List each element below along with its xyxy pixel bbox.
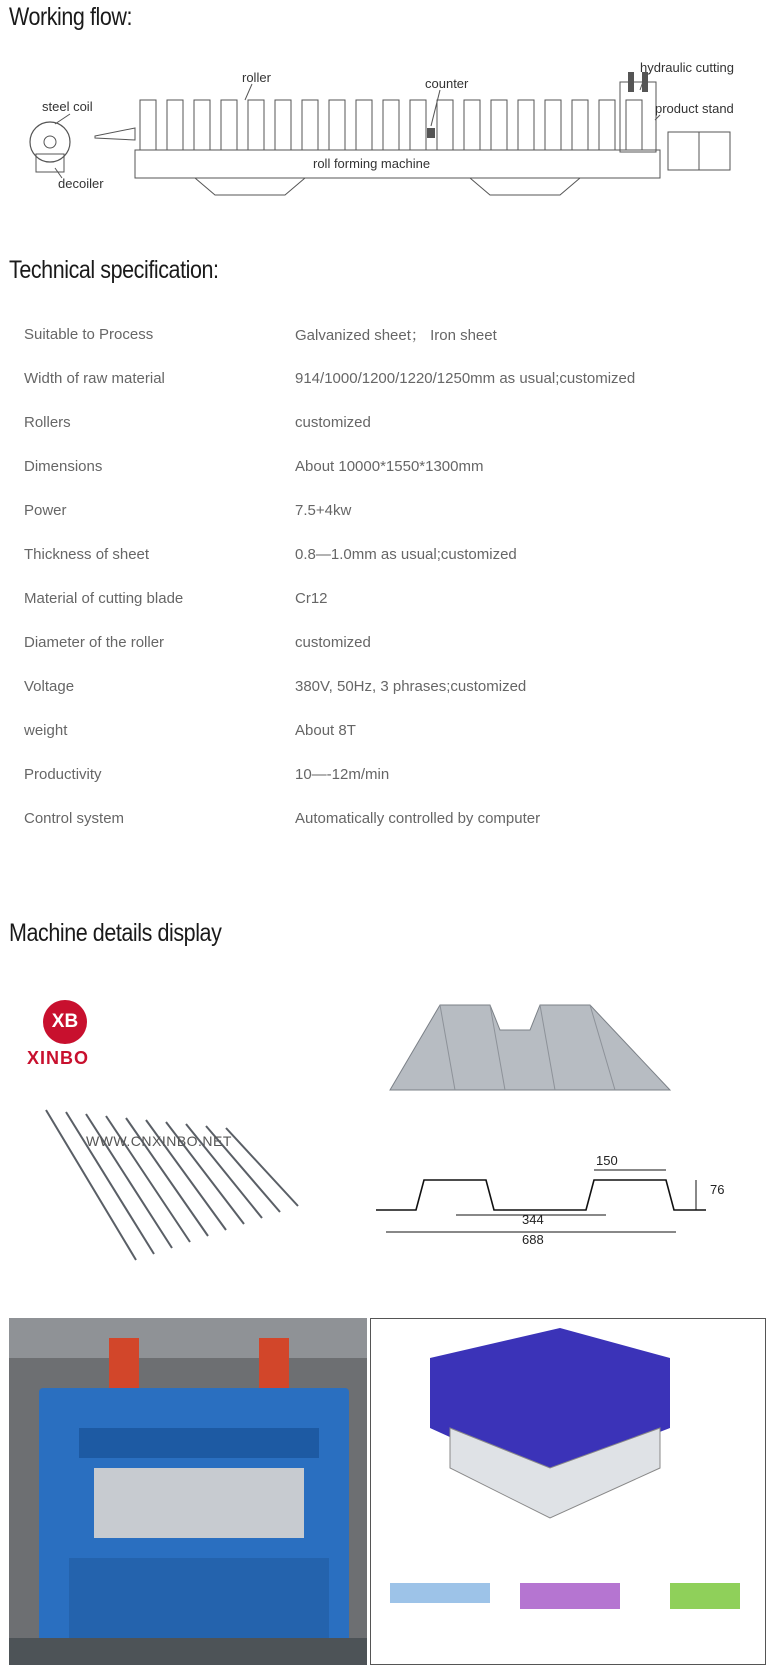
- roller-stations: [140, 100, 642, 150]
- spec-value: 0.8—1.0mm as usual;customized: [295, 545, 517, 563]
- spec-value: 380V, 50Hz, 3 phrases;customized: [295, 677, 527, 695]
- spec-key: Dimensions: [24, 457, 103, 475]
- spec-key: Productivity: [24, 765, 102, 783]
- watermark-text: WWW.CNXINBO.NET: [86, 1133, 232, 1149]
- roller-station: [194, 100, 210, 150]
- roller-station: [545, 100, 561, 150]
- spec-key: Control system: [24, 809, 125, 827]
- floor-deck-structure-diagram: [370, 1318, 766, 1665]
- spec-row: [0, 444, 775, 488]
- spec-key: Width of raw material: [24, 369, 165, 387]
- deck-profile-section-drawing: [376, 1160, 726, 1250]
- label-product-stand: product stand: [655, 101, 734, 116]
- spec-row: [0, 356, 775, 400]
- label-counter: counter: [425, 76, 469, 91]
- counter-icon: [427, 128, 435, 138]
- spec-row: [0, 488, 775, 532]
- roller-station: [275, 100, 291, 150]
- spec-value: 10—-12m/min: [295, 765, 390, 783]
- spec-row: [0, 576, 775, 620]
- spec-row: [0, 664, 775, 708]
- spec-key: Suitable to Process: [24, 325, 154, 343]
- spec-value: 914/1000/1200/1220/1250mm as usual;customized: [295, 369, 636, 387]
- spec-value: Galvanized sheet； Iron sheet: [295, 326, 497, 344]
- section-title-technical-specification: Technical specification:: [9, 256, 219, 284]
- spec-value: customized: [295, 413, 371, 431]
- roller-station: [356, 100, 372, 150]
- spec-table: [0, 312, 775, 840]
- roller-station: [464, 100, 480, 150]
- spec-row: [0, 796, 775, 840]
- spec-row: [0, 708, 775, 752]
- spec-value: Cr12: [295, 589, 328, 607]
- spec-row: [0, 312, 775, 356]
- section-title-working-flow: Working flow:: [9, 3, 133, 31]
- spec-row: [0, 752, 775, 796]
- xinbo-logo-mark: XB: [43, 1000, 87, 1044]
- spec-value: 7.5+4kw: [295, 501, 352, 519]
- spec-value: About 8T: [295, 721, 356, 739]
- spec-key: Diameter of the roller: [24, 633, 165, 651]
- machine-photo: [9, 1318, 367, 1665]
- spec-row: [0, 620, 775, 664]
- roller-station: [248, 100, 264, 150]
- roller-station: [626, 100, 642, 150]
- dimension-76: 76: [710, 1182, 725, 1197]
- spec-value: About 10000*1550*1300mm: [295, 457, 484, 475]
- dimension-344: 344: [522, 1212, 544, 1227]
- label-hydraulic-cutting: hydraulic cutting: [640, 60, 734, 75]
- label-steel-coil: steel coil: [42, 99, 93, 114]
- section-title-machine-details: Machine details display: [9, 919, 222, 947]
- spec-key: Voltage: [24, 677, 75, 695]
- roller-station: [167, 100, 183, 150]
- spec-key: Power: [24, 501, 67, 519]
- spec-row: [0, 532, 775, 576]
- roller-station: [491, 100, 507, 150]
- sheet-rib: [226, 1128, 298, 1206]
- roller-station: [410, 100, 426, 150]
- deck-sheet-image: [36, 1070, 316, 1270]
- spec-value: customized: [295, 633, 371, 651]
- dimension-688: 688: [522, 1232, 544, 1247]
- roller-station: [383, 100, 399, 150]
- spec-key: weight: [24, 721, 68, 739]
- label-decoiler: decoiler: [58, 176, 104, 191]
- roller-station: [437, 100, 453, 150]
- roller-station: [329, 100, 345, 150]
- dimension-150: 150: [596, 1153, 618, 1168]
- deck-profile-3d-image: [380, 990, 680, 1100]
- roller-station: [140, 100, 156, 150]
- spec-key: Rollers: [24, 413, 71, 431]
- roller-station: [599, 100, 615, 150]
- spec-key: Material of cutting blade: [24, 589, 184, 607]
- roller-station: [221, 100, 237, 150]
- roller-station: [572, 100, 588, 150]
- roller-station: [302, 100, 318, 150]
- spec-key: Thickness of sheet: [24, 545, 150, 563]
- hydraulic-cutting-icon: [620, 82, 656, 152]
- spec-row: [0, 400, 775, 444]
- working-flow-diagram: [0, 60, 775, 210]
- roller-station: [518, 100, 534, 150]
- label-roll-forming-machine: roll forming machine: [313, 156, 431, 171]
- xinbo-logo-name: XINBO: [27, 1048, 90, 1068]
- label-roller: roller: [242, 70, 271, 85]
- spec-value: Automatically controlled by computer: [295, 809, 541, 827]
